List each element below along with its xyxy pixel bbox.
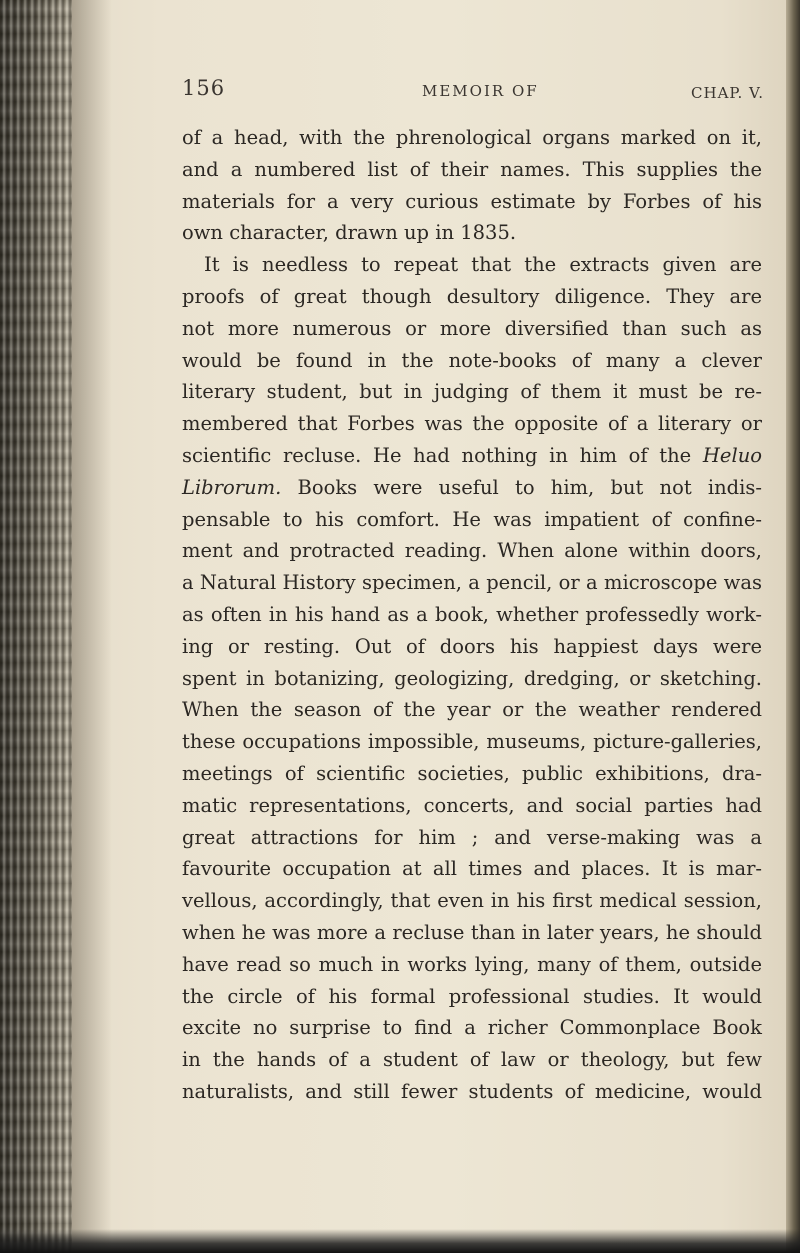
text-line: [182, 917, 762, 949]
text-line: [182, 122, 762, 154]
text-segment: these occupations impossible, museums, picture-galleries,: [182, 730, 762, 754]
text-segment: pensable to his comfort. He was impatient of confine-: [182, 507, 762, 531]
text-line: [182, 504, 762, 536]
text-segment: Books were useful to him, but not indis-: [281, 475, 762, 499]
text-segment: own character, drawn up in 1835.: [182, 221, 517, 245]
text-line: [182, 885, 762, 917]
text-line: [182, 663, 762, 695]
italic-text: Heluo: [702, 443, 762, 467]
text-segment: vellous, accordingly, that even in his first medical session,: [182, 889, 762, 913]
text-segment: When the season of the year or the weather rendered: [182, 698, 762, 722]
chapter-label: CHAP. V.: [691, 84, 764, 102]
text-line: [182, 1044, 762, 1076]
text-line: [182, 249, 762, 281]
text-line: [182, 217, 762, 249]
text-line: [182, 535, 762, 567]
text-line: [182, 408, 762, 440]
text-line: [182, 853, 762, 885]
text-line: [182, 1076, 762, 1108]
text-line: [182, 567, 762, 599]
text-line: [182, 631, 762, 663]
text-segment: when he was more a recluse than in later years, he should: [182, 920, 762, 944]
text-line: [182, 440, 762, 472]
book-spine-gutter: [0, 0, 72, 1253]
text-segment: as often in his hand as a book, whether professedly work-: [182, 602, 762, 626]
text-segment: in the hands of a student of law or theology, but few: [182, 1048, 762, 1072]
text-segment: proofs of great though desultory diligence. They are: [182, 284, 762, 308]
text-segment: ment and protracted reading. When alone within doors,: [182, 539, 762, 563]
text-segment: have read so much in works lying, many of them, outside: [182, 952, 762, 976]
page-bottom-shadow: [0, 1229, 800, 1253]
gutter-shadow: [72, 0, 112, 1253]
text-line: [182, 281, 762, 313]
text-line: [182, 599, 762, 631]
text-line: [182, 1012, 762, 1044]
italic-text: Librorum.: [182, 475, 282, 499]
text-segment: favourite occupation at all times and places. It is mar-: [182, 857, 762, 881]
text-line: [182, 822, 762, 854]
text-segment: It is needless to repeat that the extracts given are: [204, 253, 762, 277]
text-line: [182, 758, 762, 790]
text-line: [182, 981, 762, 1013]
text-segment: great attractions for him ; and verse-making was a: [182, 825, 762, 849]
text-line: [182, 949, 762, 981]
text-line: [182, 694, 762, 726]
text-segment: ing or resting. Out of doors his happiest days were: [182, 634, 762, 658]
running-header: [182, 76, 764, 116]
text-segment: not more numerous or more diversified than such as: [182, 316, 762, 340]
text-segment: spent in botanizing, geologizing, dredging, or sketching.: [182, 666, 762, 690]
text-segment: scientific recluse. He had nothing in him of the: [182, 443, 703, 467]
text-segment: matic representations, concerts, and social parties had: [182, 793, 762, 817]
text-line: [182, 472, 762, 504]
text-line: [182, 186, 762, 218]
text-line: [182, 726, 762, 758]
text-segment: membered that Forbes was the opposite of a literary or: [182, 412, 762, 436]
text-line: [182, 790, 762, 822]
running-title: MEMOIR OF: [422, 82, 539, 100]
text-segment: literary student, but in judging of them it must be re-: [182, 380, 762, 404]
text-segment: excite no surprise to find a richer Commonplace Book: [182, 1016, 762, 1040]
text-segment: a Natural History specimen, a pencil, or a microscope was: [182, 571, 762, 595]
page-number: 156: [182, 76, 226, 100]
text-line: [182, 313, 762, 345]
text-segment: would be found in the note-books of many a clever: [182, 348, 762, 372]
text-segment: meetings of scientific societies, public exhibitions, dra-: [182, 761, 762, 785]
text-segment: of a head, with the phrenological organs marked on it,: [182, 126, 762, 149]
body-text: [182, 122, 762, 1108]
page-edge: [786, 0, 800, 1253]
text-segment: materials for a very curious estimate by Forbes of his: [182, 189, 762, 213]
text-segment: and a numbered list of their names. This supplies the: [182, 157, 762, 181]
text-segment: naturalists, and still fewer students of medicine, would: [182, 1079, 762, 1103]
text-line: [182, 345, 762, 377]
text-line: [182, 154, 762, 186]
text-line: [182, 376, 762, 408]
text-segment: the circle of his formal professional studies. It would: [182, 984, 762, 1008]
